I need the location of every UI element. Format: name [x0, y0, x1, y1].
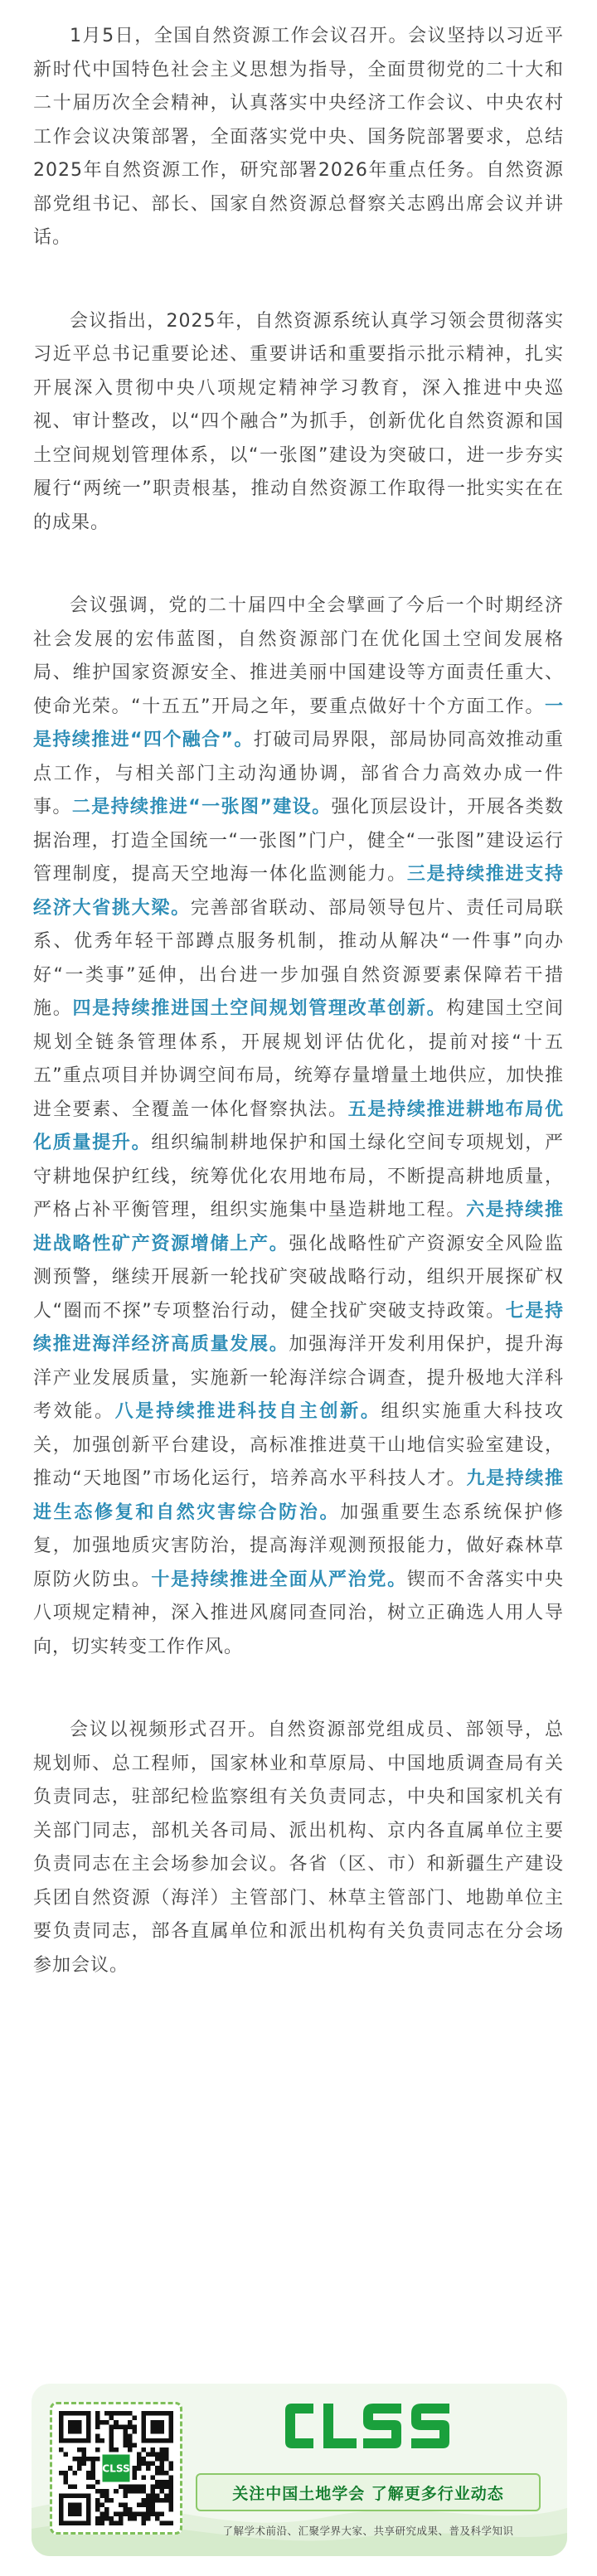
article-body	[33, 20, 564, 2032]
highlighted-task-heading: 五是持续推进耕地布局优化质量提升。	[33, 1099, 564, 1153]
paragraph-text: 加强重要生态系统保护修复，加强地质灾害防治，提高海洋观测预报能力，做好森林草原防火防虫。	[33, 1501, 564, 1590]
slogan-box	[196, 2473, 541, 2511]
highlighted-task-heading: 九是持续推进生态修复和自然灾害综合防治。	[33, 1468, 564, 1523]
highlighted-task-heading: 七是持续推进海洋经济高质量发展。	[33, 1300, 564, 1355]
paragraph-text: 构建国土空间规划全链条管理体系，开展规划评估优化，提前对接“十五五”重点项目并协调空间布局，统筹存量增量土地供应，加快推进全要素、全覆盖一体化督察执法。	[33, 998, 564, 1120]
paragraph-text: 会议以视频形式召开。自然资源部党组成员、部领导，总规划师、总工程师，国家林业和草原局、中国地质调查局有关负责同志，驻部纪检监察组有关负责同志，中央和国家机关有关部门同志，部机关各司局、派出机构、京内各直属单位主要负责同志在主会场参加会议。各省（区、市）和新疆生产建设兵团自然资源（海洋）主管部门、林草主管部门、地勘单位主要负责同志，部各直属单位和派出机构有关负责同志在分会场参加会议。	[33, 1720, 564, 1976]
paragraph-text: 完善部省联动、部局领导包片、责任司局联系、优秀年轻干部蹲点服务机制，推动从解决“一件事”向办好“一类事”延伸，出台进一步加强自然资源要素保障若干措施。	[33, 897, 564, 1019]
paragraph-text: 加强海洋开发利用保护，提升海洋产业发展质量，实施新一轮海洋综合调查，提升极地大洋科考效能。	[33, 1334, 564, 1422]
paragraph-ten-tasks	[33, 589, 564, 1664]
highlighted-task-heading: 二是持续推进“一张图”建设。	[71, 797, 332, 817]
paragraph-text: 打破司局界限，部局协同高效推动重点工作，与相关部门主动沟通协调，部省合力高效办成一件事。	[33, 730, 564, 817]
paragraph-text: 强化战略性矿产资源安全风险监测预警，继续开展新一轮找矿突破战略行动，组织开展探矿权人“圈而不探”专项整治行动，健全找矿突破支持政策。	[33, 1233, 564, 1322]
paragraph-attendance	[33, 1714, 564, 1982]
footer-banner	[32, 2384, 567, 2556]
slogan-text: 关注中国土地学会 了解更多行业动态	[232, 2484, 504, 2503]
paragraph-review	[33, 305, 564, 541]
qr-center-label: CLSS	[102, 2462, 130, 2475]
paragraph-text: 锲而不舍落实中央八项规定精神，深入推进风腐同查同治，树立正确选人用人导向，切实转变工作作风。	[33, 1569, 564, 1657]
highlighted-task-heading: 八是持续推进科技自主创新。	[114, 1401, 381, 1422]
paragraph-text: 组织编制耕地保护和国土绿化空间专项规划，严守耕地保护红线，统筹优化农用地布局，不断提高耕地质量，严格占补平衡管理，组织实施集中垦造耕地工程。	[33, 1133, 564, 1220]
tagline-text: 了解学术前沿、汇聚学界大家、共享研究成果、普及科学知识	[222, 2525, 514, 2537]
paragraph-text: 会议强调，党的二十届四中全会擘画了今后一个时期经济社会发展的宏伟蓝图，自然资源部门在优化国土空间发展格局、维护国家资源安全、推进美丽中国建设等方面责任重大、使命光荣。“十五五”开局之年，要重点做好十个方面工作。	[33, 595, 564, 717]
paragraph-text: 会议指出，2025年，自然资源系统认真学习领会贯彻落实习近平总书记重要论述、重要讲话和重要指示批示精神，扎实开展深入贯彻中央八项规定精神学习教育，深入推进中央巡视、审计整改，以“四个融合”为抓手，创新优化自然资源和国土空间规划管理体系，以“一张图”建设为突破口，进一步夯实履行“两统一”职责根基，推动自然资源工作取得一批实实在在的成果。	[33, 310, 564, 533]
highlighted-task-heading: 十是持续推进全面从严治党。	[151, 1569, 407, 1590]
highlighted-task-heading: 一是持续推进“四个融合”。	[33, 696, 564, 750]
highlighted-task-heading: 三是持续推进支持经济大省挑大梁。	[33, 864, 564, 919]
clss-logo	[280, 2397, 454, 2455]
paragraph-text: 强化顶层设计，开展各类数据治理，打造全国统一“一张图”门户，健全“一张图”建设运行管理制度，提高天空地海一体化监测能力。	[33, 797, 564, 885]
highlighted-task-heading: 四是持续推进国土空间规划管理改革创新。	[72, 998, 447, 1019]
paragraph-text: 1月5日，全国自然资源工作会议召开。会议坚持以习近平新时代中国特色社会主义思想为指导，全面贯彻党的二十大和二十届历次全会精神，认真落实中央经济工作会议、中央农村工作会议决策部署，全面落实党中央、国务院部署要求，总结2025年自然资源工作，研究部署2026年重点任务。自然资源部党组书记、部长、国家自然资源总督察关志鸥出席会议并讲话。	[33, 26, 564, 248]
paragraph-opening	[33, 20, 564, 255]
qr-code[interactable]	[50, 2402, 182, 2535]
highlighted-task-heading: 六是持续推进战略性矿产资源增储上产。	[33, 1200, 564, 1254]
qr-code-pattern	[59, 2411, 173, 2525]
paragraph-text: 组织实施重大科技攻关，加强创新平台建设，高标准推进莫干山地信实验室建设，推动“天地图”市场化运行，培养高水平科技人才。	[33, 1401, 564, 1489]
